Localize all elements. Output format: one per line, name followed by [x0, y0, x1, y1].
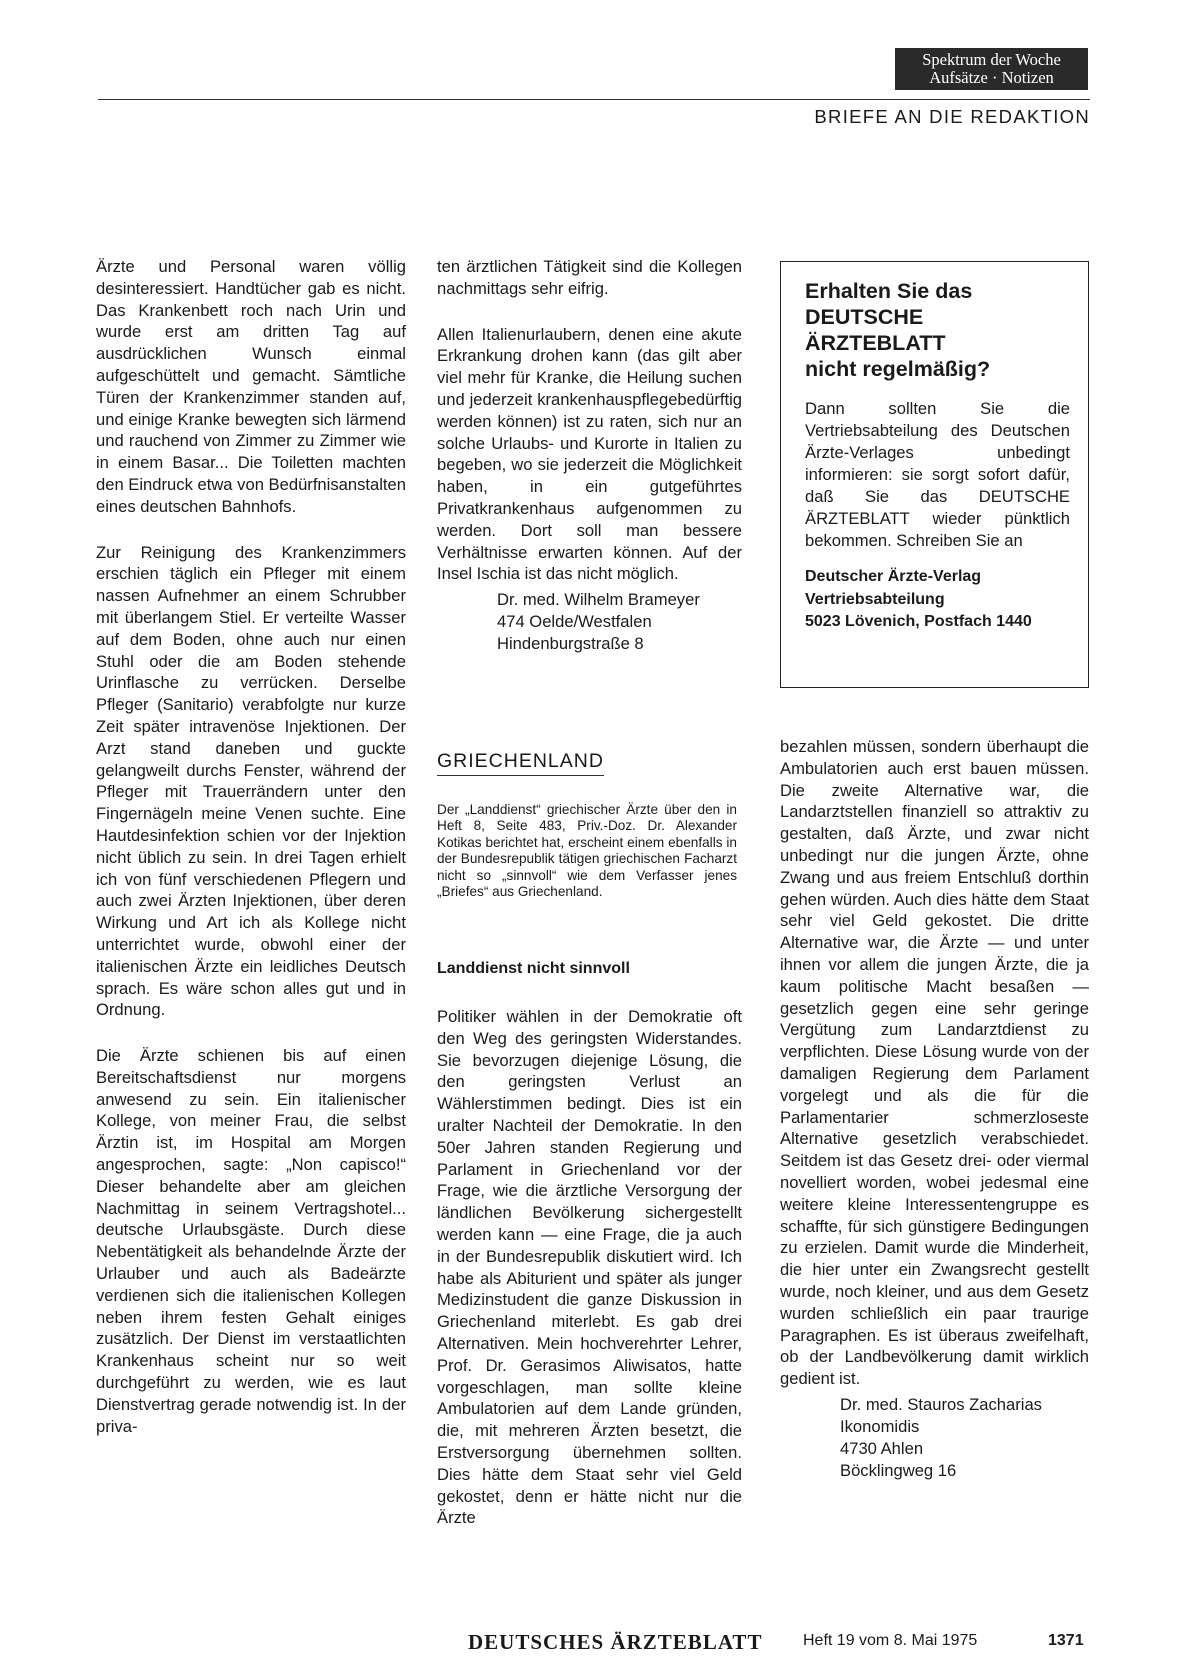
box-title-line: ÄRZTEBLATT	[805, 331, 946, 355]
header-rule	[98, 99, 1090, 100]
box-title-line: nicht regelmäßig?	[805, 357, 991, 381]
address-line: Deutscher Ärzte-Verlag	[805, 568, 982, 585]
letter-subheading: Landdienst nicht sinnvoll	[437, 960, 630, 977]
issue-info: Heft 19 vom 8. Mai 1975	[803, 1632, 978, 1649]
griechenland-intro: Der „Landdienst“ griechischer Ärzte über den in Heft 8, Seite 483, Priv.-Doz. Dr. Alexander Kotikas berichtet hat, erscheint einem ebenfalls in der Bundesrepublik tätigen griechischen Facharzt nicht so „sinnvoll“ wie dem Verfasser jenes „Briefes“ aus Griechenland.	[437, 802, 737, 900]
subscription-notice-box	[780, 261, 1089, 688]
col3-body: bezahlen müssen, sondern überhaupt die Ambulatorien auch erst bauen müssen. Die zweite Alternative war, die Landarztstellen finanziell so attraktiv zu gestalten, daß Ärzte, und zwar nicht unbedingt nur die jungen Ärzte, ohne Zwang und aus freiem Entschluß dorthin gehen würden. Auch dies hätte dem Staat sehr viel Geld gekostet. Die dritte Alternative war, die Ärzte — und unter ihnen vor allem die jungen Ärzte, die ja kaum politische Macht besaßen — gesetzlich gegen eine sehr geringe Vergütung zum Landarztdienst zu verpflichten. Diese Lösung wurde von der damaligen Regierung dem Parlament vorgelegt und als die für die Parlamentarier schmerzloseste Alternative gesetzlich verabschiedet. Seitdem ist das Gesetz drei- oder viermal novelliert worden, wobei jedesmal eine weitere kleine Interessentengruppe es schaffte, für sich günstigere Bedingungen zu erzielen. Damit wurde die Minderheit, die hier unter ein Zwangsrecht gestellt wurde, noch kleiner, und aus dem Gesetz wurden schließlich ein paar traurige Paragraphen. Es ist überaus zweifelhaft, ob der Landbevölkerung damit wirklich gedient ist.	[780, 737, 1089, 1389]
signature-line: Böcklingweg 16	[840, 1460, 957, 1480]
column-2-bottom	[437, 1006, 742, 1529]
address-line: Vertriebsabteilung	[805, 590, 945, 608]
address-line: 5023 Lövenich, Postfach 1440	[805, 613, 1032, 630]
signature-line: 474 Oelde/Westfalen	[497, 612, 652, 632]
section-heading: BRIEFE AN DIE REDAKTION	[814, 106, 1090, 127]
section-badge	[895, 48, 1088, 90]
box-address	[805, 566, 1070, 634]
magazine-name: DEUTSCHES ÄRZTEBLATT	[468, 1630, 763, 1654]
col2-paragraph-1: ten ärztlichen Tätigkeit sind die Kollegen nachmittags sehr eifrig.	[437, 257, 742, 298]
badge-line-2: Aufsätze · Notizen	[929, 68, 1054, 87]
col1-paragraph-3: Die Ärzte schienen bis auf einen Bereitschaftsdienst nur morgens anwesend zu sein. Ein italienischer Kollege, von meiner Frau, die selbst Ärztin ist, im Hospital am Morgen angesprochen, sagte: „Non capisco!“ Dieser behandelte aber am gleichen Nachmittag in seinem Vertragshotel... deutsche Urlaubsgäste. Durch diese Nebentätigkeit als behandelnde Ärzte der Urlauber und auch als Badeärzte verdienen sich die italienischen Kollegen neben ihrem festen Gehalt einiges zusätzlich. Der Dienst im verstaatlichten Krankenhaus scheint nur so weit durchgeführt zu werden, wie es laut Dienstvertrag gerade notwendig ist. In der priva-	[96, 1046, 406, 1436]
signature-brameyer	[497, 589, 742, 655]
col1-paragraph-2: Zur Reinigung des Krankenzimmers erschien täglich ein Pfleger mit einem nassen Aufnehmer an einem Schrubber mit überlangem Stiel. Er verteilte Wasser auf dem Boden, ohne auch nur einen Stuhl oder die am Boden stehende Urinflasche zu verrücken. Derselbe Pfleger (Sanitario) verabfolgte nur kurze Zeit später intravenöse Injektionen. Der Arzt stand daneben und guckte gelangweilt durchs Fenster, während der Pfleger mit Trauerrändern unter den Fingernägeln meine Venen suchte. Eine Hautdesinfektion schien vor der Injektion nicht üblich zu sein. In drei Tagen erhielt ich von fünf verschiedenen Pflegern und auch zwei Ärzten Injektionen, über deren Wirkung und Art ich als Kollege nicht unterrichtet wurde, obwohl einer der italienischen Ärzte ein leidliches Deutsch sprach. Es wäre schon alles gut und in Ordnung.	[96, 542, 406, 1020]
box-title-line: Erhalten Sie das	[805, 279, 973, 303]
signature-line: 4730 Ahlen	[840, 1438, 924, 1458]
signature-line: Hindenburgstraße 8	[497, 634, 644, 654]
griechenland-body: Politiker wählen in der Demokratie oft den Weg des geringsten Widerstandes. Sie bevorzugen diejenige Lösung, die den geringsten Verlust an Wählerstimmen bedingt. Dies ist ein uralter Nachteil der Demokratie. In den 50er Jahren standen Regierung und Parlament in Griechenland vor der Frage, wie die ärztliche Versorgung der ländlichen Bevölkerung sichergestellt werden kann — eine Frage, die ja auch in der Bundesrepublik diskutiert wird. Ich habe als Abiturient und später als junger Medizinstudent die ganze Diskussion in Griechenland miterlebt. Es gab drei Alternativen. Mein hochverehrter Lehrer, Prof. Dr. Gerasimos Aliwisatos, hatte vorgeschlagen, man sollte kleine Ambulatorien auf dem Lande gründen, die, mit mehreren Ärzten besetzt, die Erstversorgung übernehmen sollten. Dies hätte dem Staat sehr viel Geld gekostet, denn er hätte nicht nur die Ärzte	[437, 1007, 742, 1528]
griechenland-heading: GRIECHENLAND	[437, 750, 604, 776]
badge-line-1: Spektrum der Woche	[922, 50, 1061, 69]
box-title-line: DEUTSCHE	[805, 305, 924, 329]
signature-line: Dr. med. Wilhelm Brameyer	[497, 590, 700, 610]
col1-paragraph-1: Ärzte und Personal waren völlig desinteressiert. Handtücher gab es nicht. Das Krankenbett roch nach Urin und wurde erst am dritten Tag auf ausdrücklichen Wunsch einmal aufgeschüttelt und gemacht. Sämtliche Türen der Krankenzimmer standen auf, und einige Kranke bewegten sich lärmend und rauchend von Zimmer zu Zimmer wie in einem Basar... Die Toiletten machten den Eindruck etwa von Bedürfnisanstalten eines deutschen Bahnhofs.	[96, 257, 406, 516]
col2-paragraph-2: Allen Italienurlaubern, denen eine akute Erkrankung drohen kann (das gilt aber viel mehr für Kranke, die Heilung suchen und jederzeit krankenhauspflegebedürftig werden können) ist zu raten, sich nur an solche Urlaubs- und Kurorte in Italien zu begeben, wo sie jederzeit die Möglichkeit haben, in ein gutgeführtes Privatkrankenhaus aufgenommen zu werden. Dort soll man bessere Verhältnisse erwarten können. Auf der Insel Ischia ist das nicht möglich.	[437, 324, 742, 584]
page-footer	[0, 1630, 1178, 1660]
column-1	[96, 256, 406, 1437]
box-body: Dann sollten Sie die Vertriebsabteilung des Deutschen Ärzte-Verlages unbedingt informieren: sie sorgt sofort dafür, daß Sie das DEUTSCHE ÄRZTEBLATT wieder pünktlich bekommen. Schreiben Sie an	[805, 399, 1070, 550]
signature-line: Dr. med. Stauros Zacharias	[840, 1394, 1042, 1414]
signature-zacharias	[840, 1394, 1089, 1482]
column-2-top	[437, 256, 742, 655]
column-3	[780, 736, 1089, 1482]
signature-line: Ikonomidis	[840, 1416, 920, 1436]
box-title	[805, 278, 1070, 382]
page-number: 1371	[1048, 1632, 1084, 1649]
